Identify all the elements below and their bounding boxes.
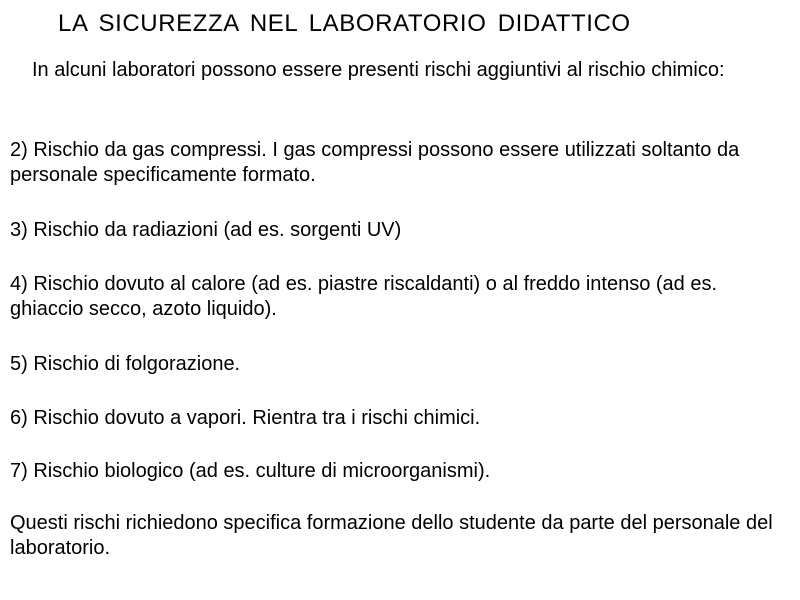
risk-item-6: 6) Rischio dovuto a vapori. Rientra tra i rischi chimici. bbox=[10, 407, 481, 429]
intro-paragraph: In alcuni laboratori possono essere presenti rischi aggiuntivi al rischio chimico: bbox=[32, 59, 725, 81]
slide-title: LA SICUREZZA NEL LABORATORIO DIDATTICO bbox=[58, 10, 631, 37]
risk-item-3: 3) Rischio da radiazioni (ad es. sorgenti UV) bbox=[10, 219, 402, 241]
risk-item-2: 2) Rischio da gas compressi. I gas compressi possono essere utilizzati soltanto da personale specificamente formato. bbox=[10, 139, 740, 186]
closing-paragraph: Questi rischi richiedono specifica formazione dello studente da parte del personale del laboratorio. bbox=[10, 512, 773, 559]
risk-item-4: 4) Rischio dovuto al calore (ad es. piastre riscaldanti) o al freddo intenso (ad es. ghiaccio secco, azoto liquido). bbox=[10, 273, 718, 320]
risk-item-7: 7) Rischio biologico (ad es. culture di microorganismi). bbox=[10, 460, 491, 482]
risk-item-5: 5) Rischio di folgorazione. bbox=[10, 353, 241, 375]
